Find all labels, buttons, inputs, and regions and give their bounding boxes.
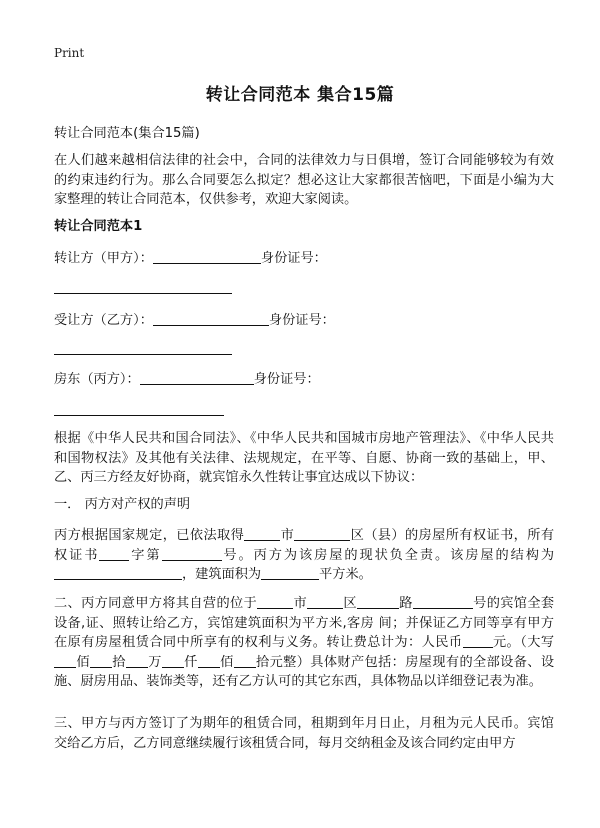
preamble-paragraph: 根据《中华人民共和国合同法》、《中华人民共和国城市房地产管理法》、《中华人民共和国物权法》及其他有关法律、法规规定，在平等、自愿、协商一致的基础上，甲、乙、丙三方经友好协商，就宾馆永久性转让事宜达成以下协议：: [54, 431, 554, 485]
print-link[interactable]: Print: [54, 46, 85, 60]
transferor-row: [54, 249, 327, 268]
transferee-name-blank: [153, 311, 269, 326]
clause-1-heading: 一． 丙方对产权的声明: [54, 497, 191, 512]
id-label: 身份证号：: [260, 251, 327, 266]
landlord-row: [54, 370, 320, 389]
document-title: 转让合同范本 集合15篇: [205, 85, 395, 105]
transferor-name-blank: [153, 249, 261, 264]
id-label: 身份证号：: [268, 313, 335, 328]
id-label: 身份证号：: [253, 372, 320, 387]
transferee-row: [54, 311, 335, 330]
clause-2-paragraph: 二、丙方同意甲方将其自营的位于 市 区 路 号的宾馆全套设备,证、照转让给乙方，宾馆建筑面积为平方米,客房 间；并保证乙方同等享有甲方在原有房屋租赁合同中所享有的权利与义务。转让费总计为：人民币 元。（大写佰 拾 万 仟 佰 拾元整）具体财产包括：房屋现有的全部设备、设施、厨房用品、装饰类等，还有乙方认可的其它东西，具体物品以详细登记表为准。: [54, 596, 555, 689]
document-subtitle: 转让合同范本(集合15篇): [54, 126, 200, 141]
clause-1-paragraph: 丙方根据国家规定，已依法取得 市 区（县）的房屋所有权证书，所有权证书 字第 号。丙方为该房屋的现状负全责。该房屋的结构为 ，建筑面积为 平方米。: [54, 528, 555, 582]
landlord-name-blank: [140, 370, 254, 385]
intro-paragraph: 在人们越来越相信法律的社会中，合同的法律效力与日俱增，签订合同能够较为有效的约束违约行为。那么合同要怎么拟定？想必这让大家都很苦恼吧，下面是小编为大家整理的转让合同范本，仅供参考，欢迎大家阅读。: [54, 153, 554, 207]
landlord-id-blank: [54, 415, 224, 416]
transferee-id-blank: [54, 354, 232, 355]
clause-3-paragraph: 三、甲方与丙方签订了为期年的租赁合同，租期到年月日止，月租为元人民币。宾馆交给乙方后，乙方同意继续履行该租赁合同，每月交纳租金及该合同约定由甲方: [54, 716, 554, 751]
transferor-label: 转让方（甲方）：: [54, 251, 153, 266]
section-heading: 转让合同范本1: [54, 219, 143, 234]
transferee-label: 受让方（乙方）：: [54, 313, 153, 328]
transferor-id-blank: [54, 293, 232, 294]
landlord-label: 房东（丙方）：: [54, 372, 140, 387]
